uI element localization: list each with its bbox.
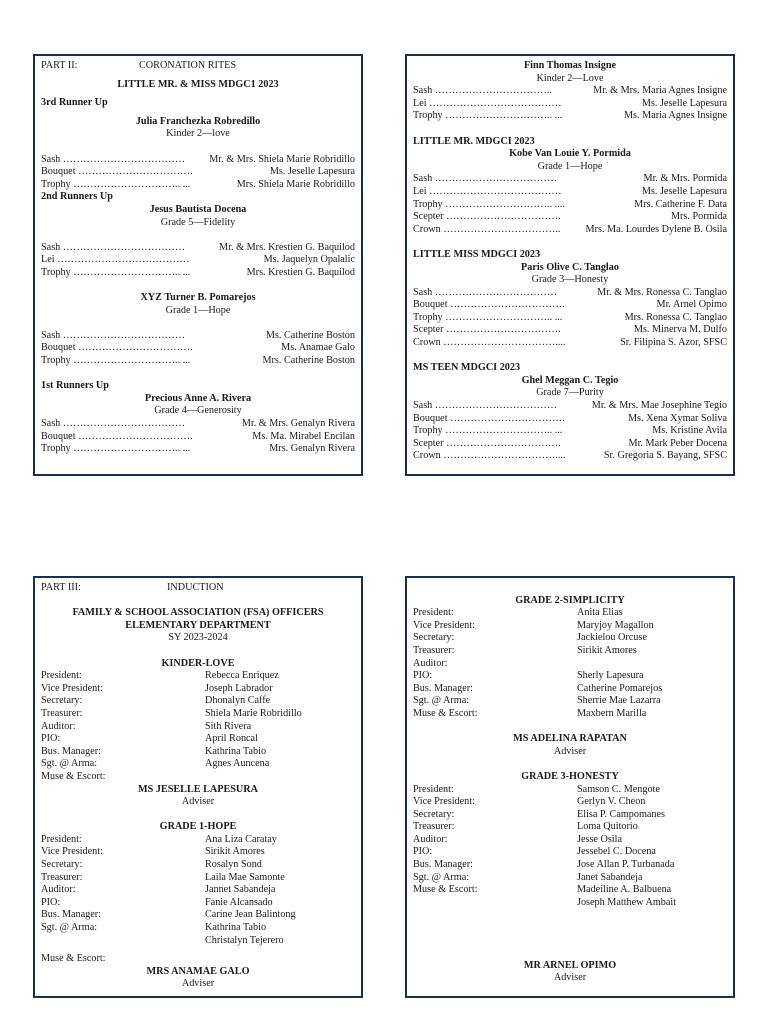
officer-row [413,834,727,847]
officer-name: Shiela Marie Robridillo [205,707,302,719]
officer-role: President: [413,607,454,619]
officer-name: Sherly Lapesura [577,670,644,682]
section-heading: FAMILY & SCHOOL ASSOCIATION (FSA) OFFICERS [72,607,324,619]
officer-name [205,771,355,784]
officer-row [413,607,727,620]
officer-name [577,658,727,671]
award-row [413,337,727,350]
officer-row [41,721,355,734]
adviser-name: MS ADELINA RAPATAN [513,733,627,745]
award-row [41,342,355,355]
candidate-name: Finn Thomas Insigne [523,60,617,71]
award-presenter: Mr. & Mrs. Ronessa C. Tanglao [597,286,727,298]
award-presenter: Mr. & Mrs. Genalyn Rivera [241,418,355,430]
award-presenter: Ms. Maria Agnes Insigne [624,110,727,122]
award-presenter: Ms. Jeselle Lapesura [641,185,727,197]
officer-row [41,683,355,696]
officer-role: Treasurer: [413,821,455,833]
officer-list [41,670,355,783]
officer-row [413,859,727,872]
award-label: Scepter ……………………………. [413,324,561,336]
officer-row [413,784,727,797]
officer-row [41,859,355,872]
part-line [41,60,355,73]
award-row [41,179,355,192]
award-row [413,299,727,312]
officer-row [41,922,355,935]
officer-role: Bus. Manager: [41,745,101,757]
award-row [413,110,727,123]
officer-row [413,809,727,822]
award-label: Trophy ………………………….. ... [41,178,191,190]
officer-row [41,909,355,922]
award-label: Scepter ……………………………. [413,437,561,449]
award-label: Scepter ……………………………. [413,211,561,223]
officer-role: Treasurer: [41,707,83,719]
award-presenter: Mr. Mark Peber Docena [628,437,727,449]
award-presenter: Mrs. Pormida [670,211,727,223]
title-heading: LITTLE MISS MDGCI 2023 [413,248,541,260]
officer-row [41,695,355,708]
award-list [413,287,727,350]
officer-row [41,846,355,859]
award-label: Sash ……………………………… [41,418,186,430]
officer-row [413,683,727,696]
award-presenter: Mr. & Mrs. Krestien G. Baquilod [219,241,355,253]
award-presenter: Mrs. Krestien G. Baquilod [246,266,355,278]
officer-role: PIO: [413,670,433,682]
officer-name: Laila Mae Samonte [205,871,285,883]
award-label: Bouquet ……………………………. [41,430,193,442]
officer-role: Treasurer: [413,644,455,656]
officer-name: Maxbern Marilla [577,707,647,719]
candidate-name: Precious Anne A. Rivera [144,392,252,404]
award-list [41,330,355,368]
officer-name: Maryjoy Magallon [577,619,654,631]
award-row [41,355,355,368]
award-presenter: Mr. Arnel Opimo [656,299,727,311]
officer-row [413,846,727,859]
officer-name: Anita Elias [577,607,623,619]
officer-role: President: [41,670,82,682]
award-row [413,173,727,186]
officer-name: Rosalyn Sond [205,859,262,871]
award-row [413,199,727,212]
officer-name: Samson C. Mengote [577,783,660,795]
officer-role [413,897,577,910]
award-presenter: Mrs. Ma. Lourdes Dylene B. Osila [585,223,727,235]
class-title: GRADE 2-SIMPLICITY [515,594,625,606]
officer-row [413,620,727,633]
officer-role: Sgt. @ Arma: [413,695,470,707]
award-presenter: Mr. & Mrs. Pormida [643,173,727,185]
award-row [413,186,727,199]
officer-list [413,607,727,720]
award-row [41,166,355,179]
officer-name: Sith Rivera [205,720,252,732]
officer-row [413,658,727,671]
adviser-name: MRS ANAMAE GALO [146,965,250,977]
award-presenter: Ms. Xena Xymar Soliva [627,412,727,424]
award-list [413,400,727,463]
officer-name: Kathrina Tabio [205,745,267,757]
candidate-name: XYZ Turner B. Pomarejos [140,292,256,304]
officer-name: Sirikit Amores [205,846,265,858]
award-label: Bouquet ……………………………. [413,299,565,311]
adviser-label: Adviser [181,796,215,808]
award-row [413,324,727,337]
award-label: Bouquet ……………………………. [413,412,565,424]
officer-role: Auditor: [41,884,76,896]
award-presenter: Mrs. Ronessa C. Tanglao [624,311,727,323]
adviser-name: MR ARNEL OPIMO [523,959,617,971]
candidate-grade: Grade 1—Hope [537,160,603,172]
officer-role: PIO: [41,896,61,908]
officer-row [413,645,727,658]
award-list [413,173,727,236]
award-presenter: Mrs. Catherine F. Data [634,198,727,210]
officer-role: Sgt. @ Arma: [413,871,470,883]
award-label: Bouquet ……………………………. [41,166,193,178]
officer-name: Jannet Sabandeja [205,884,276,896]
award-presenter: Mr. & Mrs. Mae Josephine Tegio [591,400,727,412]
award-row [413,85,727,98]
award-label: Bouquet ……………………………. [41,342,193,354]
award-row [41,254,355,267]
officer-name: Sherrie Mae Lazarra [577,695,661,707]
officer-role: Vice President: [41,682,103,694]
award-label: Trophy ………………………….. ... [413,311,563,323]
award-label: Sash …………………………….. [413,85,552,97]
award-presenter: Ms. Catherine Boston [265,329,355,341]
officer-row [41,897,355,910]
officer-row [413,708,727,721]
award-row [413,312,727,325]
award-label: Sash ……………………………… [413,400,558,412]
award-presenter: Sr. Filipina S. Azor, SFSC [620,337,727,349]
award-label: Sash ……………………………… [413,173,558,185]
candidate-grade: Grade 5—Fidelity [160,216,236,228]
award-presenter: Ms. Jaquelyn Opalalic [263,254,355,266]
award-row [41,443,355,456]
officer-role: Vice President: [413,796,475,808]
award-label: Sash ……………………………… [413,286,558,298]
award-label: Sash ……………………………… [41,241,186,253]
class-title: GRADE 1-HOPE [159,821,237,833]
award-label: Crown …………………………….. [413,223,561,235]
award-row [41,330,355,343]
award-label: Trophy ………………………….. ... [41,443,191,455]
coronation-rites-panel [33,54,363,476]
award-presenter: Mrs. Genalyn Rivera [269,443,355,455]
officer-role: Vice President: [413,619,475,631]
officer-row [413,670,727,683]
officer-role [41,935,205,948]
induction-panel [33,576,363,998]
officer-row [41,884,355,897]
candidate-name: Jesus Bautista Docena [149,203,247,215]
candidate-name: Kobe Van Louie Y. Pormida [509,148,631,160]
officer-name: Dhonalyn Caffe [205,695,271,707]
officer-name: Loma Quitorio [577,821,638,833]
officer-role: Secretary: [41,859,83,871]
officer-role: Sgt. @ Arma: [41,758,98,770]
officer-role: Auditor: [413,657,448,669]
officer-role: Auditor: [41,720,76,732]
class-title: GRADE 3-HONESTY [521,770,619,782]
officer-role: PIO: [413,846,433,858]
officer-row [41,872,355,885]
part-label: PART III: [41,582,81,593]
award-presenter: Sr. Gregoria S. Bayang, SFSC [603,450,727,462]
officer-name: Catherine Pomarejos [577,682,663,694]
award-row [413,211,727,224]
award-presenter: Mrs. Catherine Boston [262,355,355,367]
award-label: Lei ………………………………… [413,97,562,109]
candidate-grade: Grade 3—Honesty [531,274,609,286]
officer-row [41,733,355,746]
class-title: KINDER-LOVE [161,657,235,669]
officer-list [413,784,727,910]
candidate-grade: Kinder 2—love [166,128,230,140]
candidate-name: Julia Franchezka Robredillo [135,115,261,127]
part-line [41,582,355,595]
candidate-grade: Grade 4—Generosity [154,405,242,417]
award-label: Lei ………………………………… [413,185,562,197]
officer-list [41,834,355,947]
candidate-grade: Grade 7—Purity [536,387,604,399]
school-year: SY 2023-2024 [168,632,228,644]
officer-row [413,796,727,809]
candidate-name: Paris Olive C. Tanglao [521,261,619,273]
award-presenter: Mr. & Mrs. Shiela Marie Robridillo [209,153,355,165]
officer-name: Joseph Matthew Ambait [577,896,677,908]
officer-role: Bus. Manager: [413,859,473,871]
officer-row [41,758,355,771]
award-presenter: Mr. & Mrs. Maria Agnes Insigne [593,85,727,97]
award-label: Sash ……………………………… [41,329,186,341]
officer-row [413,821,727,834]
award-label: Crown …………………………….... [413,337,566,349]
runner-up-label: 1st Runners Up [41,380,109,392]
section-heading: LITTLE MR. & MISS MDGC1 2023 [117,78,279,90]
adviser-name: MS JESELLE LAPESURA [137,783,259,795]
adviser-label: Adviser [553,745,587,757]
officer-name: Janet Sabandeja [577,871,643,883]
part-title: INDUCTION [167,582,224,593]
officer-row [41,708,355,721]
officer-role: President: [41,833,82,845]
award-presenter: Ms. Anamae Galo [281,342,355,354]
award-label: Trophy ………………………….. ... [41,355,191,367]
induction-panel-continued [405,576,735,998]
officer-name: Kathrina Tabio [205,922,267,934]
award-presenter: Mrs. Shiela Marie Robridillo [236,178,355,190]
award-row [41,418,355,431]
officer-role: President: [413,783,454,795]
part-label: PART II: [41,60,78,71]
officer-name: Sirikit Amores [577,644,637,656]
runner-up-label: 3rd Runner Up [41,97,108,109]
award-row [41,267,355,280]
part-title: CORONATION RITES [139,60,237,71]
runner-up-label: 2nd Runners Up [41,191,113,203]
award-row [413,400,727,413]
title-heading: MS TEEN MDGCI 2023 [413,362,521,374]
officer-name: Joseph Labrador [205,682,273,694]
award-presenter: Ms. Jeselle Lapesura [641,97,727,109]
officer-row [41,771,355,784]
officer-name: Jose Allan P. Turbanada [577,859,675,871]
award-row [41,431,355,444]
adviser-label: Adviser [553,972,587,984]
candidate-name: Ghel Meggan C. Tegio [521,374,619,386]
award-presenter: Ms. Ma. Mirabel Encilan [252,430,355,442]
officer-row [41,834,355,847]
officer-role: Vice President: [41,846,103,858]
officer-row [413,872,727,885]
officer-name: Gerlyn V. Cheon [577,796,646,808]
officer-row [41,935,355,948]
officer-row [413,897,727,910]
award-list [413,85,727,123]
award-row [413,425,727,438]
award-label: Lei ………………………………… [41,254,190,266]
officer-name: Rebecca Enriquez [205,670,279,682]
award-presenter: Ms. Jeselle Lapesura [269,166,355,178]
officer-role: PIO: [41,733,61,745]
officer-name: Madeiline A. Balbuena [577,884,672,896]
award-label: Trophy ………………………….. ... [41,266,191,278]
officer-name: April Roncal [205,733,258,745]
award-label: Trophy ………………………….. ... [413,110,563,122]
award-label: Trophy ………………………….. .... [413,198,565,210]
officer-role: Auditor: [413,833,448,845]
officer-role: Muse & Escort: [41,953,106,965]
officer-role: Bus. Manager: [41,909,101,921]
officer-name: Agnes Auncena [205,758,270,770]
award-label: Trophy ………………………….. ... [413,425,563,437]
officer-name: Christalyn Tejerero [205,934,284,946]
officer-role: Muse & Escort: [413,707,478,719]
adviser-label: Adviser [181,978,215,990]
award-row [413,224,727,237]
award-presenter: Ms. Kristine Avila [652,425,727,437]
officer-role: Secretary: [413,808,455,820]
award-row [413,413,727,426]
officer-role: Treasurer: [41,871,83,883]
award-row [413,98,727,111]
department-heading: ELEMENTARY DEPARTMENT [125,619,271,631]
award-row [41,154,355,167]
officer-role: Secretary: [413,632,455,644]
officer-role: Muse & Escort: [41,770,106,782]
award-row [41,242,355,255]
award-row [413,287,727,300]
award-presenter: Ms. Minerva M. Dulfo [633,324,727,336]
officer-row [413,695,727,708]
award-list [41,154,355,192]
award-row [413,438,727,451]
officer-role: Sgt. @ Arma: [41,922,98,934]
officer-row [413,632,727,645]
officer-role: Muse & Escort: [413,884,478,896]
officer-row [413,884,727,897]
candidate-grade: Grade 1—Hope [165,304,231,316]
officer-name: Carine Jean Balintong [205,909,296,921]
officer-name: Jessebel C. Docena [577,846,656,858]
award-list [41,418,355,456]
officer-row [41,670,355,683]
officer-name: Fanie Alcansado [205,896,273,908]
officer-row [41,746,355,759]
officer-name: Jackielou Orcuse [577,632,647,644]
officer-role: Secretary: [41,695,83,707]
coronation-winners-panel [405,54,735,476]
officer-name: Elisa P. Campomanes [577,808,666,820]
title-heading: LITTLE MR. MDGCI 2023 [413,135,535,147]
officer-name: Ana Liza Caratay [205,833,277,845]
officer-name: Jesse Osila [577,833,622,845]
award-label: Sash ……………………………… [41,153,186,165]
award-list [41,242,355,280]
candidate-grade: Kinder 2—Love [536,72,604,84]
award-label: Crown …………………………….... [413,450,566,462]
officer-role: Bus. Manager: [413,682,473,694]
award-row [413,450,727,463]
